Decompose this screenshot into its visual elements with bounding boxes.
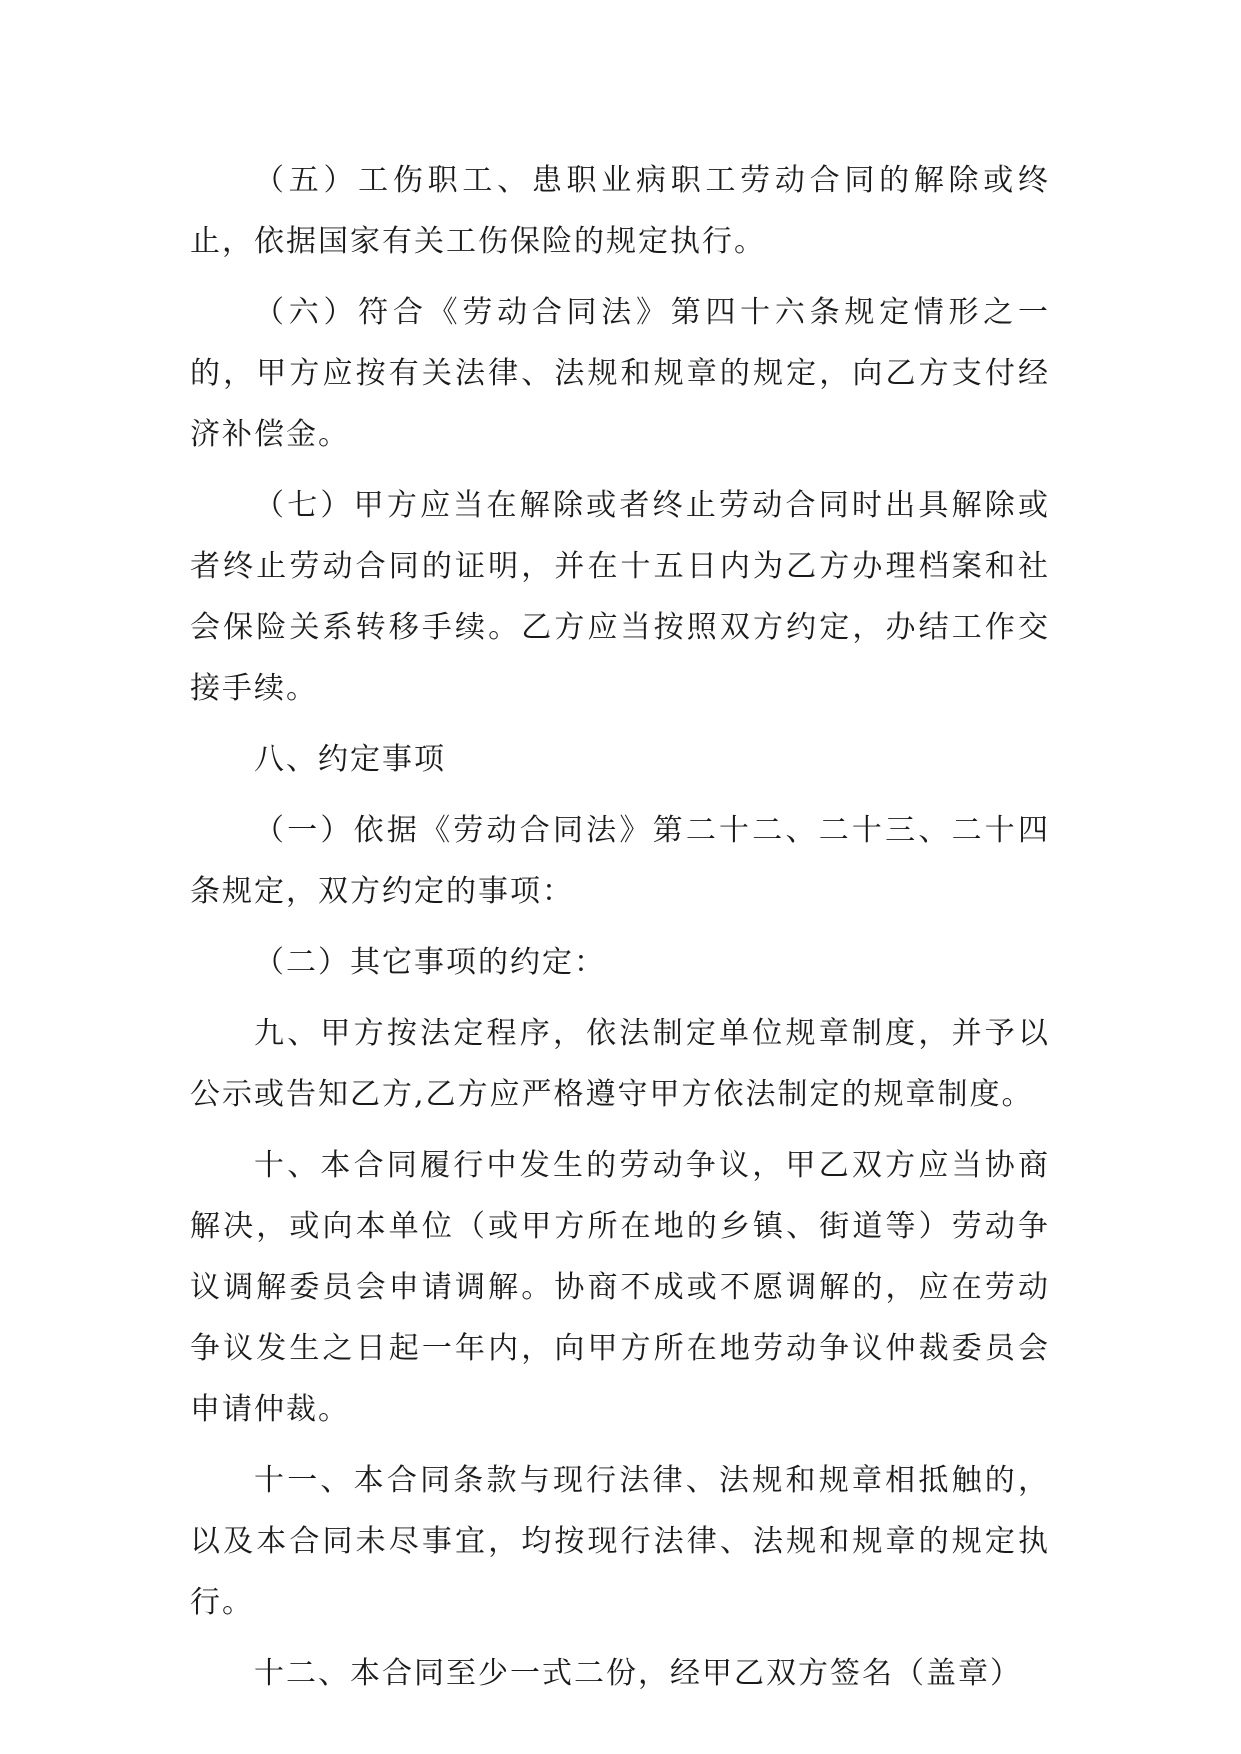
- section-9-rules: 九、甲方按法定程序，依法制定单位规章制度，并予以公示或告知乙方,乙方应严格遵守甲方依法制定的规章制度。: [190, 1016, 1050, 1112]
- section-10-disputes: 十、本合同履行中发生的劳动争议，甲乙双方应当协商解决，或向本单位（或甲方所在地的乡镇、街道等）劳动争议调解委员会申请调解。协商不成或不愿调解的，应在劳动争议发生之日起一年内，向甲方所在地劳动争议仲裁委员会申请仲裁。: [190, 1148, 1050, 1427]
- section-8-item-1: （一）依据《劳动合同法》第二十二、二十三、二十四条规定，双方约定的事项：: [190, 813, 1050, 909]
- clause-5-work-injury: （五）工伤职工、患职业病职工劳动合同的解除或终止，依据国家有关工伤保险的规定执行。: [190, 163, 1050, 259]
- document-body: [190, 150, 1050, 1714]
- clause-6-economic-compensation: （六）符合《劳动合同法》第四十六条规定情形之一的，甲方应按有关法律、法规和规章的规定，向乙方支付经济补偿金。: [190, 295, 1050, 452]
- section-8-heading: 八、约定事项: [254, 742, 446, 777]
- section-11-conflicts: 十一、本合同条款与现行法律、法规和规章相抵触的，以及本合同未尽事宜，均按现行法律、法规和规章的规定执行。: [190, 1463, 1050, 1620]
- section-8-item-2: （二）其它事项的约定：: [254, 945, 606, 980]
- section-12-copies: 十二、本合同至少一式二份，经甲乙双方签名（盖章）: [254, 1656, 1022, 1691]
- clause-7-termination-certificate: （七）甲方应当在解除或者终止劳动合同时出具解除或者终止劳动合同的证明，并在十五日内为乙方办理档案和社会保险关系转移手续。乙方应当按照双方约定，办结工作交接手续。: [190, 488, 1050, 706]
